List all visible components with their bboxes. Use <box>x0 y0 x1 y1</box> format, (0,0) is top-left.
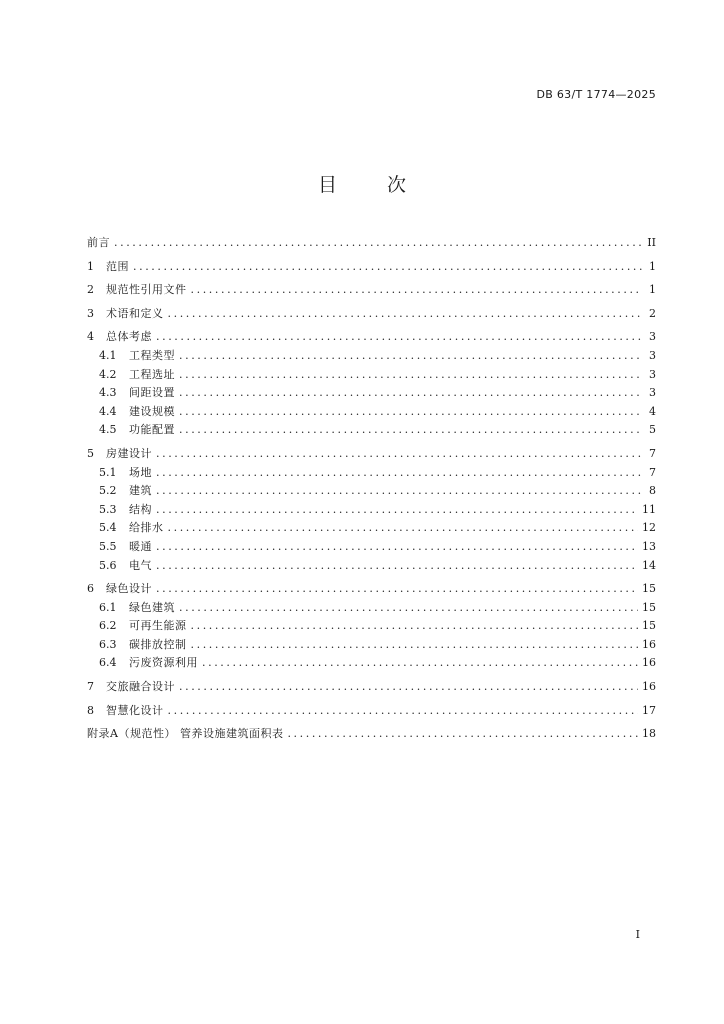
toc-dot-leader <box>191 281 643 300</box>
toc-entry-page: 15 <box>642 582 656 596</box>
toc-entry-number: 8 <box>87 703 94 717</box>
toc-entry-number: 4.4 <box>99 404 117 418</box>
toc-entry-title: 规范性引用文件 <box>106 283 187 297</box>
toc-entry-number: 5 <box>87 446 94 460</box>
toc-entry-page: 8 <box>649 484 656 498</box>
toc-dot-leader <box>191 636 639 655</box>
toc-entry-title: 电气 <box>129 558 152 572</box>
toc-entry-page: 15 <box>642 600 656 614</box>
toc-entry[interactable] <box>87 445 656 464</box>
toc-dot-leader <box>179 366 642 385</box>
toc-entry-title: 工程类型 <box>129 348 175 362</box>
toc-entry-page: 18 <box>642 727 656 741</box>
toc-entry-page: 16 <box>642 680 656 694</box>
toc-dot-leader <box>179 403 642 422</box>
toc-entry-page: 17 <box>642 703 656 717</box>
toc-entry-title: 建设规模 <box>129 404 175 418</box>
toc-entry-number: 5.5 <box>99 539 117 553</box>
toc-entry-number: 6.4 <box>99 656 117 670</box>
toc-dot-leader <box>179 421 642 440</box>
toc-dot-leader <box>156 538 638 557</box>
toc-entry[interactable] <box>87 501 656 520</box>
toc-dot-leader <box>179 599 638 618</box>
toc-entry-number: 4.5 <box>99 423 117 437</box>
toc-entry-page: 3 <box>649 386 656 400</box>
toc-entry-page: 1 <box>649 259 656 273</box>
toc-entry-page: II <box>647 236 656 249</box>
toc-entry[interactable] <box>87 654 656 673</box>
toc-entry-title: 绿色设计 <box>106 582 152 596</box>
toc-entry-number: 5.2 <box>99 484 117 498</box>
toc-entry-title: 附录A（规范性） 管养设施建筑面积表 <box>87 727 284 741</box>
table-of-contents <box>87 234 656 744</box>
toc-entry-page: 4 <box>649 404 656 418</box>
toc-entry[interactable] <box>87 557 656 576</box>
toc-entry[interactable] <box>87 702 656 721</box>
toc-entry-page: 2 <box>649 306 656 320</box>
toc-entry[interactable] <box>87 384 656 403</box>
toc-entry-page: 1 <box>649 283 656 297</box>
toc-entry[interactable] <box>87 580 656 599</box>
toc-entry-title: 绿色建筑 <box>129 600 175 614</box>
toc-entry-title: 房建设计 <box>106 446 152 460</box>
toc-dot-leader <box>168 305 643 324</box>
toc-entry-page: 12 <box>642 521 656 535</box>
toc-entry-number: 6.2 <box>99 619 117 633</box>
toc-entry[interactable] <box>87 403 656 422</box>
toc-entry-page: 7 <box>649 446 656 460</box>
toc-entry-number: 5.1 <box>99 465 117 479</box>
toc-entry[interactable] <box>87 725 656 744</box>
toc-entry-number: 4.3 <box>99 386 117 400</box>
toc-dot-leader <box>156 464 642 483</box>
toc-entry-title: 智慧化设计 <box>106 703 164 717</box>
toc-entry-number: 1 <box>87 259 94 273</box>
toc-entry-page: 14 <box>642 558 656 572</box>
toc-entry-title: 场地 <box>129 465 152 479</box>
toc-entry-number: 7 <box>87 680 94 694</box>
toc-entry-number: 3 <box>87 306 94 320</box>
toc-entry-title: 碳排放控制 <box>129 637 187 651</box>
toc-entry-number: 5.6 <box>99 558 117 572</box>
document-code: DB 63/T 1774—2025 <box>536 88 656 101</box>
toc-dot-leader <box>287 725 638 744</box>
toc-title: 目 次 <box>317 174 429 196</box>
toc-entry-title: 建筑 <box>129 484 152 498</box>
toc-entry-page: 16 <box>642 656 656 670</box>
toc-entry-page: 11 <box>642 502 656 516</box>
toc-dot-leader <box>191 617 639 636</box>
toc-dot-leader <box>133 258 642 277</box>
toc-entry-page: 13 <box>642 539 656 553</box>
toc-entry-page: 7 <box>649 465 656 479</box>
toc-dot-leader <box>156 501 638 520</box>
toc-entry[interactable] <box>87 347 656 366</box>
toc-entry-title: 暖通 <box>129 539 152 553</box>
toc-entry[interactable] <box>87 366 656 385</box>
toc-entry-page: 3 <box>649 367 656 381</box>
toc-entry-title: 间距设置 <box>129 386 175 400</box>
toc-dot-leader <box>179 678 638 697</box>
toc-dot-leader <box>156 328 642 347</box>
toc-entry-number: 4.2 <box>99 367 117 381</box>
toc-entry-number: 6.3 <box>99 637 117 651</box>
toc-entry[interactable] <box>87 258 656 277</box>
toc-dot-leader <box>114 234 642 253</box>
toc-entry[interactable] <box>87 678 656 697</box>
toc-entry[interactable] <box>87 636 656 655</box>
toc-entry-title: 术语和定义 <box>106 306 164 320</box>
toc-entry-number: 6 <box>87 582 94 596</box>
toc-entry-number: 6.1 <box>99 600 117 614</box>
toc-entry-page: 3 <box>649 348 656 362</box>
toc-entry-number: 4.1 <box>99 348 117 362</box>
toc-entry-title: 总体考虑 <box>106 330 152 344</box>
toc-entry-title: 功能配置 <box>129 423 175 437</box>
toc-entry[interactable] <box>87 305 656 324</box>
toc-entry[interactable] <box>87 464 656 483</box>
page-number: I <box>635 928 640 941</box>
toc-entry-title: 工程选址 <box>129 367 175 381</box>
toc-entry-title: 污废资源利用 <box>129 656 198 670</box>
toc-dot-leader <box>202 654 638 673</box>
toc-entry[interactable] <box>87 617 656 636</box>
toc-entry[interactable] <box>87 328 656 347</box>
toc-entry[interactable] <box>87 421 656 440</box>
toc-entry-number: 5.3 <box>99 502 117 516</box>
toc-entry-number: 5.4 <box>99 521 117 535</box>
toc-entry[interactable] <box>87 599 656 618</box>
toc-entry-title: 结构 <box>129 502 152 516</box>
toc-dot-leader <box>168 702 639 721</box>
toc-dot-leader <box>179 384 642 403</box>
toc-entry-number: 2 <box>87 283 94 297</box>
toc-entry[interactable] <box>87 519 656 538</box>
toc-dot-leader <box>156 557 638 576</box>
toc-entry-title: 可再生能源 <box>129 619 187 633</box>
toc-entry-page: 15 <box>642 619 656 633</box>
toc-dot-leader <box>179 347 642 366</box>
toc-entry-title: 范围 <box>106 259 129 273</box>
toc-dot-leader <box>156 482 642 501</box>
toc-entry[interactable] <box>87 234 656 253</box>
toc-entry-page: 3 <box>649 330 656 344</box>
toc-dot-leader <box>168 519 639 538</box>
toc-entry-number: 4 <box>87 330 94 344</box>
toc-entry-page: 5 <box>649 423 656 437</box>
toc-entry[interactable] <box>87 482 656 501</box>
toc-dot-leader <box>156 445 642 464</box>
toc-dot-leader <box>156 580 638 599</box>
toc-entry-title: 前言 <box>87 236 110 249</box>
toc-entry-page: 16 <box>642 637 656 651</box>
toc-entry[interactable] <box>87 538 656 557</box>
toc-entry-title: 交旅融合设计 <box>106 680 175 694</box>
toc-entry[interactable] <box>87 281 656 300</box>
toc-entry-title: 给排水 <box>129 521 164 535</box>
